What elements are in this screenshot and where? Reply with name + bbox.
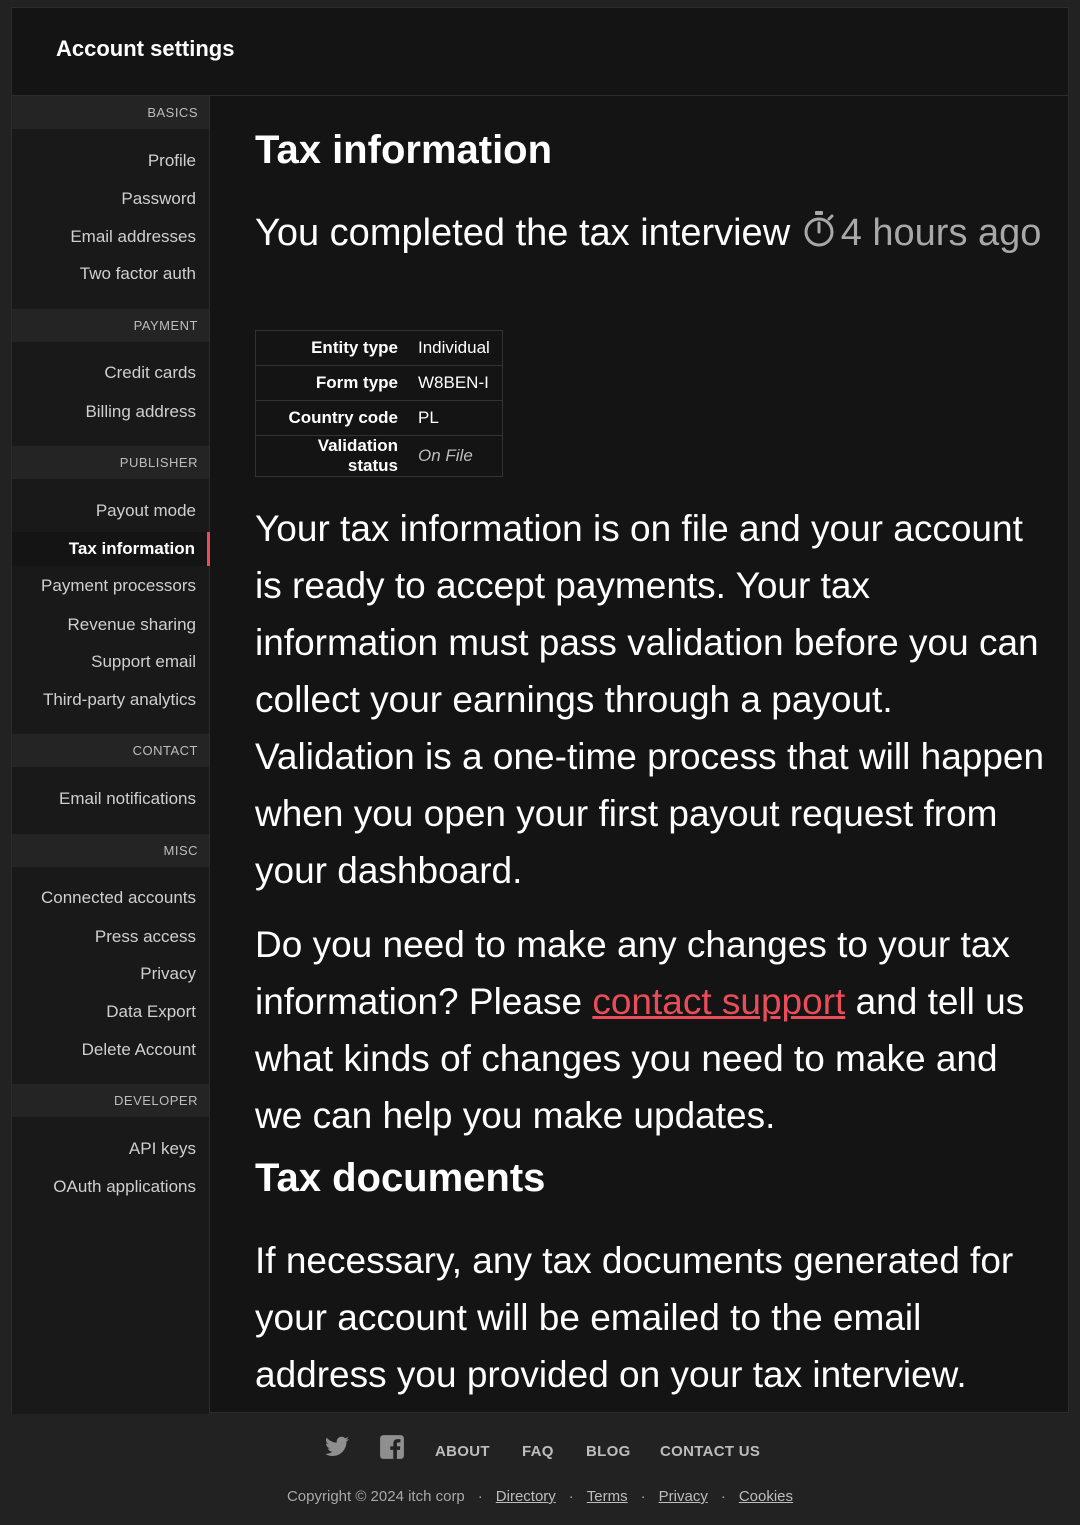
- sidebar-item-password[interactable]: Password: [121, 189, 196, 208]
- sidebar-heading-contact: CONTACT: [12, 734, 209, 767]
- sidebar-item-connected-accounts[interactable]: Connected accounts: [41, 888, 196, 907]
- tax-status-paragraph: Your tax information is on file and your account is ready to accept payments. Your tax information must pass validation before you can collect your earnings through a payout. Validation is a one-time process that will happen when you open your first payout request from your dashboard.: [255, 508, 1045, 891]
- sidebar-item-oauth-applications[interactable]: OAuth applications: [53, 1177, 196, 1196]
- country-code-value: PL: [408, 401, 502, 436]
- sidebar-item-payout-mode[interactable]: Payout mode: [95, 501, 196, 520]
- sidebar-heading-publisher: PUBLISHER: [12, 446, 209, 479]
- copyright-text: Copyright © 2024 itch corp: [286, 1488, 465, 1505]
- tax-info-table: [255, 330, 503, 477]
- contact-support-link[interactable]: contact support: [592, 981, 846, 1022]
- sidebar-item-data-export[interactable]: Data Export: [106, 1002, 196, 1021]
- sidebar-item-credit-cards[interactable]: Credit cards: [104, 363, 196, 382]
- sidebar-item-revenue-sharing[interactable]: Revenue sharing: [67, 615, 196, 634]
- sidebar-item-billing-address[interactable]: Billing address: [85, 402, 196, 421]
- sidebar-heading-payment: PAYMENT: [12, 309, 209, 342]
- footer-link-terms[interactable]: Terms: [586, 1488, 628, 1505]
- separator: ·: [568, 1488, 574, 1505]
- changes-text-suffix: and tell us what kinds of changes you need to make and we can help you make updates.: [255, 981, 1025, 1136]
- sidebar-heading-developer: DEVELOPER: [12, 1084, 209, 1117]
- sidebar-item-privacy[interactable]: Privacy: [140, 964, 196, 983]
- footer-nav: [0, 1434, 1080, 1470]
- stopwatch-icon: [803, 210, 835, 248]
- sidebar-heading-basics: BASICS: [12, 96, 209, 129]
- table-row: [256, 401, 503, 436]
- page-header-title: Account settings: [56, 36, 235, 61]
- settings-panel: [11, 7, 1069, 1413]
- changes-paragraph: [255, 916, 1045, 1144]
- footer-link-privacy[interactable]: Privacy: [658, 1488, 708, 1505]
- interview-status: [255, 204, 1045, 262]
- tax-documents-paragraph: If necessary, any tax documents generated for your account will be emailed to the email address you provided on your tax interview.: [255, 1240, 1014, 1395]
- validation-status-label: Validation status: [256, 436, 409, 477]
- twitter-icon[interactable]: [324, 1434, 350, 1460]
- footer-link-faq[interactable]: FAQ: [522, 1443, 554, 1460]
- footer-link-contact-us[interactable]: CONTACT US: [660, 1443, 761, 1460]
- table-row: [256, 436, 503, 477]
- interview-status-text: You completed the tax interview: [255, 212, 791, 254]
- separator: ·: [477, 1488, 483, 1505]
- sidebar-item-profile[interactable]: Profile: [147, 151, 196, 170]
- footer-link-directory[interactable]: Directory: [495, 1488, 556, 1505]
- sidebar-item-api-keys[interactable]: API keys: [128, 1139, 196, 1158]
- sidebar-item-delete-account[interactable]: Delete Account: [81, 1040, 196, 1059]
- entity-type-value: Individual: [418, 338, 490, 357]
- footer-link-about[interactable]: ABOUT: [435, 1443, 490, 1460]
- separator: ·: [720, 1488, 726, 1505]
- form-type-value: W8BEN-I: [408, 366, 502, 401]
- form-type-label: Form type: [256, 366, 409, 401]
- sidebar-item-payment-processors[interactable]: Payment processors: [41, 576, 196, 595]
- sidebar-item-tax-information[interactable]: Tax information: [12, 532, 210, 566]
- header: [12, 8, 1068, 96]
- footer-link-blog[interactable]: BLOG: [586, 1443, 631, 1460]
- table-row: [256, 366, 503, 401]
- facebook-icon[interactable]: [379, 1434, 405, 1460]
- sidebar-heading-misc: MISC: [12, 834, 209, 867]
- country-code-label: Country code: [256, 401, 409, 436]
- sidebar-item-third-party-analytics[interactable]: Third-party analytics: [42, 690, 196, 709]
- sidebar-item-email-addresses[interactable]: Email addresses: [70, 227, 196, 246]
- validation-status-value: On File: [408, 436, 502, 477]
- page-title: Tax information: [255, 128, 553, 172]
- sidebar-item-two-factor-auth[interactable]: Two factor auth: [79, 264, 196, 283]
- footer-link-cookies[interactable]: Cookies: [738, 1488, 794, 1505]
- sidebar-item-email-notifications[interactable]: Email notifications: [58, 789, 196, 808]
- table-row: [256, 331, 503, 366]
- footer-legal: [0, 1488, 1080, 1505]
- tax-documents-heading: Tax documents: [255, 1156, 546, 1200]
- changes-text-prefix: Do you need to make any changes to your tax information? Please: [255, 924, 1010, 1022]
- entity-type-label: Entity type: [311, 338, 398, 357]
- sidebar-item-press-access[interactable]: Press access: [94, 927, 196, 946]
- separator: ·: [640, 1488, 646, 1505]
- sidebar-item-support-email[interactable]: Support email: [91, 652, 196, 671]
- settings-sidebar: [12, 96, 210, 1414]
- interview-time-ago: 4 hours ago: [840, 212, 1042, 254]
